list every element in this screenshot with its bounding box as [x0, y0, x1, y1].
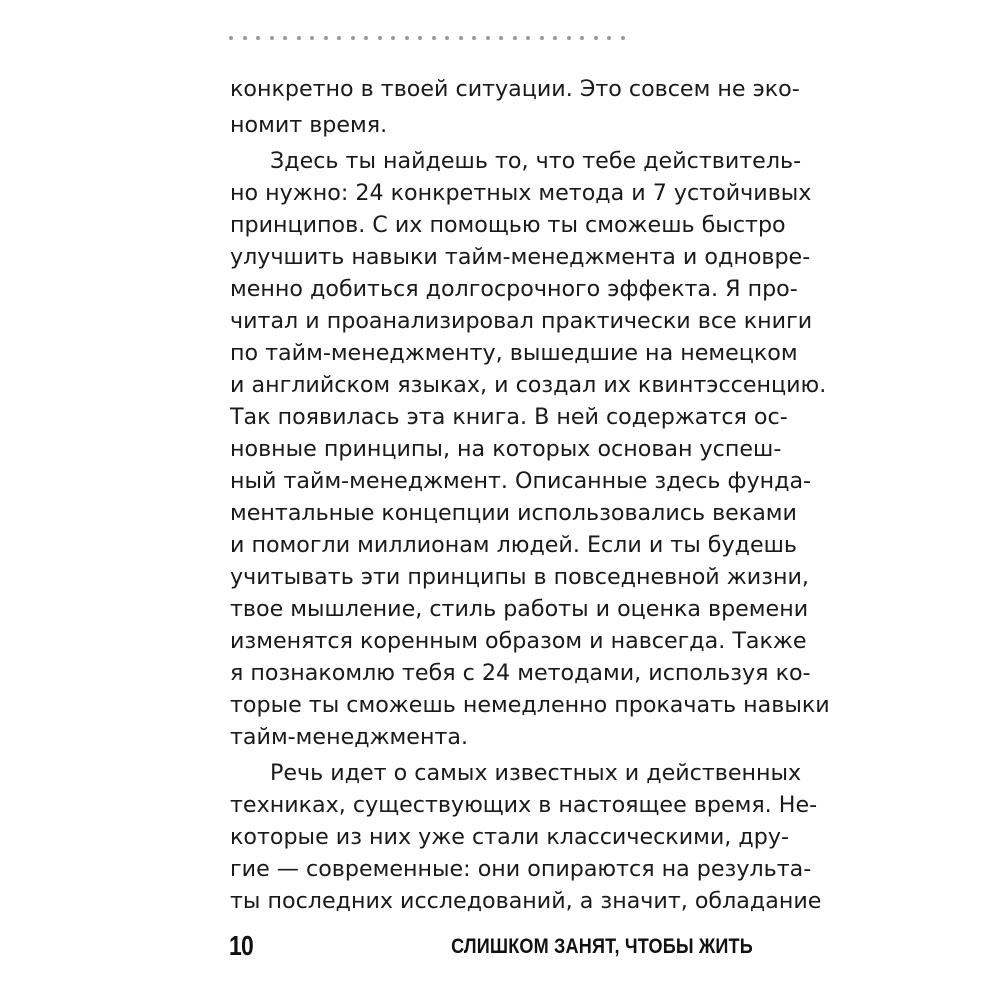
- dot: [540, 36, 544, 40]
- text-line: Так появилась эта книга. В ней содержатся ос-: [230, 404, 788, 430]
- text-line: которые из них уже стали классическими, дру-: [230, 824, 789, 850]
- text-line: техниках, существующих в настоящее время. Не-: [230, 792, 818, 818]
- dot: [243, 36, 247, 40]
- dot: [567, 36, 571, 40]
- text-line: гие — современные: они опираются на результа-: [230, 856, 812, 882]
- dot: [283, 36, 287, 40]
- dot: [499, 36, 503, 40]
- text-line: новные принципы, на которых основан успеш-: [230, 436, 782, 462]
- text-line: тайм-менеджмента.: [230, 724, 469, 750]
- text-line: по тайм-менеджменту, вышедшие на немецком: [230, 340, 798, 366]
- dot: [324, 36, 328, 40]
- text-line: менно добиться долгосрочного эффекта. Я про-: [230, 276, 798, 302]
- dot: [405, 36, 409, 40]
- dot: [594, 36, 598, 40]
- text-line: номит время.: [230, 112, 388, 138]
- paragraph-first-line: Речь идет о самых известных и действенных: [270, 760, 802, 786]
- dot: [513, 36, 517, 40]
- dot: [391, 36, 395, 40]
- text-line: улучшить навыки тайм-менеджмента и одновре-: [230, 244, 811, 270]
- dot: [337, 36, 341, 40]
- dot: [580, 36, 584, 40]
- dot: [621, 36, 625, 40]
- dot: [486, 36, 490, 40]
- dot: [607, 36, 611, 40]
- text-line: но нужно: 24 конкретных метода и 7 устойчивых: [230, 180, 812, 206]
- dot: [351, 36, 355, 40]
- text-line: я познакомлю тебя с 24 методами, используя ко-: [230, 660, 811, 686]
- text-line: и английском языках, и создал их квинтэссенцию.: [230, 372, 827, 398]
- page-number: 10: [229, 930, 253, 961]
- text-line: ментальные концепции использовались веками: [230, 500, 797, 526]
- dot: [553, 36, 557, 40]
- dot: [459, 36, 463, 40]
- running-title: СЛИШКОМ ЗАНЯТ, ЧТОБЫ ЖИТЬ: [451, 935, 753, 958]
- dot: [297, 36, 301, 40]
- text-line: учитывать эти принципы в повседневной жизни,: [230, 564, 809, 590]
- dot: [445, 36, 449, 40]
- text-line: и помогли миллионам людей. Если и ты будешь: [230, 532, 797, 558]
- dot: [378, 36, 382, 40]
- dot: [432, 36, 436, 40]
- paragraph-first-line: Здесь ты найдешь то, что тебе действитель-: [270, 148, 802, 174]
- text-line: ный тайм-менеджмент. Описанные здесь фунда-: [230, 468, 812, 494]
- dot: [364, 36, 368, 40]
- dot: [310, 36, 314, 40]
- text-line: читал и проанализировал практически все книги: [230, 308, 813, 334]
- text-line: принципов. С их помощью ты сможешь быстро: [230, 212, 786, 238]
- dot: [229, 36, 233, 40]
- text-line: ты последних исследований, а значит, обладание: [230, 888, 822, 914]
- dot: [256, 36, 260, 40]
- text-line: торые ты сможешь немедленно прокачать навыки: [230, 692, 830, 718]
- dotted-rule: [229, 36, 634, 40]
- text-line: изменятся коренным образом и навсегда. Также: [230, 628, 807, 654]
- text-line: твое мышление, стиль работы и оценка времени: [230, 596, 809, 622]
- text-line: конкретно в твоей ситуации. Это совсем не эко-: [230, 76, 800, 102]
- dot: [472, 36, 476, 40]
- dot: [418, 36, 422, 40]
- dot: [270, 36, 274, 40]
- dot: [526, 36, 530, 40]
